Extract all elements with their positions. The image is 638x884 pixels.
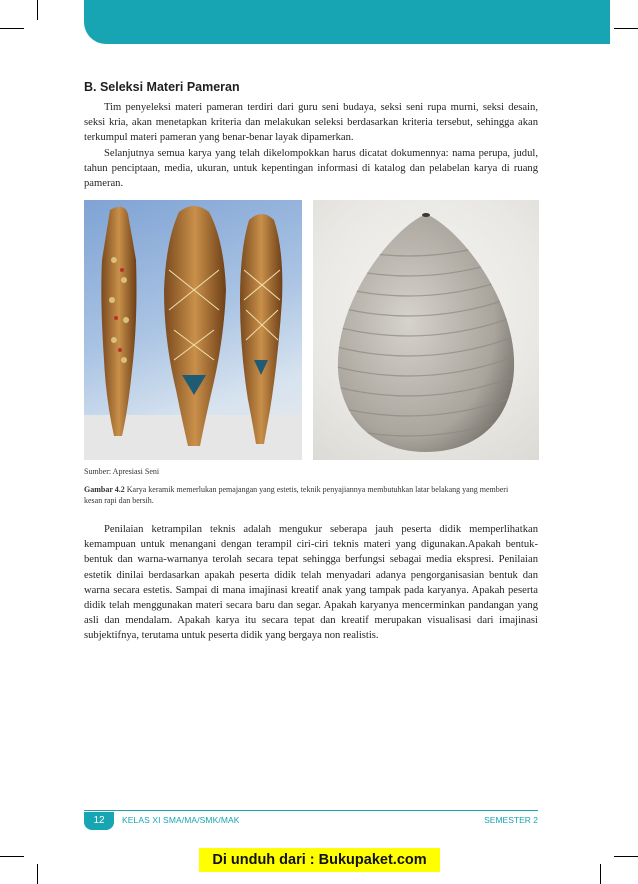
body-text [84,522,538,644]
ceramic-figures-illustration [84,200,302,460]
page-number: 12 [84,812,114,830]
footer-semester-label: SEMESTER 2 [484,815,538,825]
paragraph: Tim penyeleksi materi pameran terdiri dari guru seni budaya, seksi seni rupa murni, seksi desain, seksi kria, akan menetapkan kriteria dan melakukan seleksi berdasarkan kriteria tersebut, sehingga akan terkumpul materi pameran yang benar-benar layak dipamerkan. [84,102,538,144]
crop-mark [37,0,38,20]
ceramic-vase-image [313,200,539,460]
crop-mark [37,864,38,884]
paragraph: Selanjutnya semua karya yang telah dikelompokkan harus dicatat dokumennya: nama perupa, judul, tahun penciptaan, media, ukuran, untuk kepentingan informasi di katalog dan pelabelan karya di ruang pameran. [84,147,538,190]
crop-mark [614,28,638,29]
crop-mark [614,856,638,857]
image-source: Sumber: Apresiasi Seni [84,467,160,476]
figure-caption [84,484,524,506]
crop-mark [0,28,24,29]
intro-text [84,100,538,191]
ceramic-figures-image [84,200,302,460]
footer-rule [84,810,538,811]
header-band [84,0,610,44]
download-banner[interactable]: Di unduh dari : Bukupaket.com [199,848,440,872]
footer-class-label: KELAS XI SMA/MA/SMK/MAK [122,815,240,825]
caption-text: Karya keramik memerlukan pemajangan yang estetis, teknik penyajiannya membutuhkan latar belakang yang memberi kesan rapi dan bersih. [84,485,509,505]
ceramic-vase-illustration [313,200,539,460]
caption-label: Gambar 4.2 [84,485,125,494]
section-heading: B. Seleksi Materi Pameran [84,80,240,94]
crop-mark [600,864,601,884]
paragraph: Penilaian ketrampilan teknis adalah mengukur seberapa jauh peserta didik memperlihatkan kemampuan untuk menangani dengan terampil ciri-ciri teknis materi yang digunakan.Apakah bentuk-bentuk dan warna-warnanya terolah secara tepat sehingga berfungsi sebagai media ekspresi. Penilaian estetik dinilai berdasarkan apakah peserta didik telah menyadari adanya pengorganisasian bentuk dan warna secara estetis. Sampai di mana imajinasi kreatif anak yang tampak pada karyanya. Apakah peserta didik telah menggunakan materi secara baru dan segar. Apakah karyanya mencerminkan pandangan yang asli dan mendalam. Apakah karya itu secara tepat dan kreatif merupakan visualisasi dari imajinasi subjektifnya, terutama untuk peserta didik yang bergaya non realistis. [84,524,538,642]
crop-mark [0,856,24,857]
